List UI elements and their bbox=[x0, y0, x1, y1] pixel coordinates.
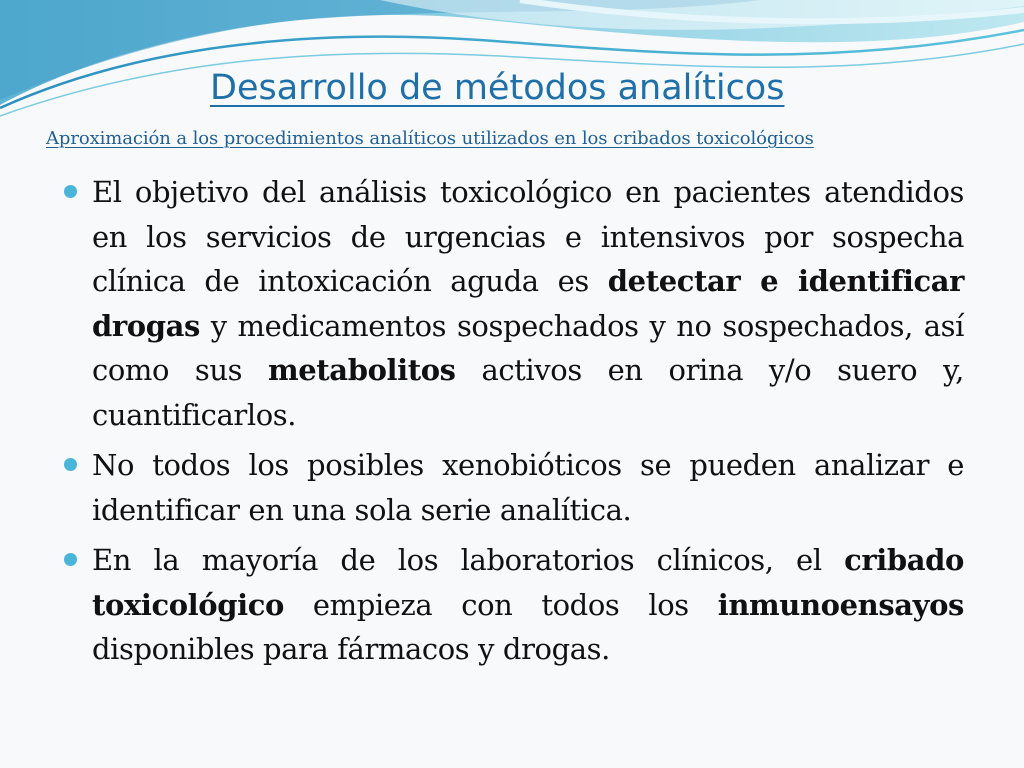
bullet-text: En la mayoría de los laboratorios clínicos, el cribado toxicológico empieza con todos los inmunoensayos disponibles para fármacos y drogas. bbox=[92, 543, 964, 666]
slide-subtitle: Aproximación a los procedimientos analíticos utilizados en los cribados toxicológicos bbox=[46, 128, 814, 149]
bullet-item bbox=[64, 443, 964, 532]
bullet-dot-icon bbox=[64, 185, 77, 198]
bullet-text: El objetivo del análisis toxicológico en pacientes atendidos en los servicios de urgencias e intensivos por sospecha clínica de intoxicación aguda es detectar e identificar drogas y medicamentos sospechados y no sospechados, así como sus metabolitos activos en orina y/o suero y, cuantificarlos. bbox=[92, 175, 965, 432]
bullet-list bbox=[64, 170, 964, 678]
bullet-item bbox=[64, 538, 964, 672]
bullet-dot-icon bbox=[64, 458, 77, 471]
bullet-text: No todos los posibles xenobióticos se pueden analizar e identificar en una sola serie analítica. bbox=[92, 448, 964, 527]
bullet-item bbox=[64, 170, 964, 437]
slide-title: Desarrollo de métodos analíticos bbox=[210, 68, 785, 108]
bullet-dot-icon bbox=[64, 553, 77, 566]
